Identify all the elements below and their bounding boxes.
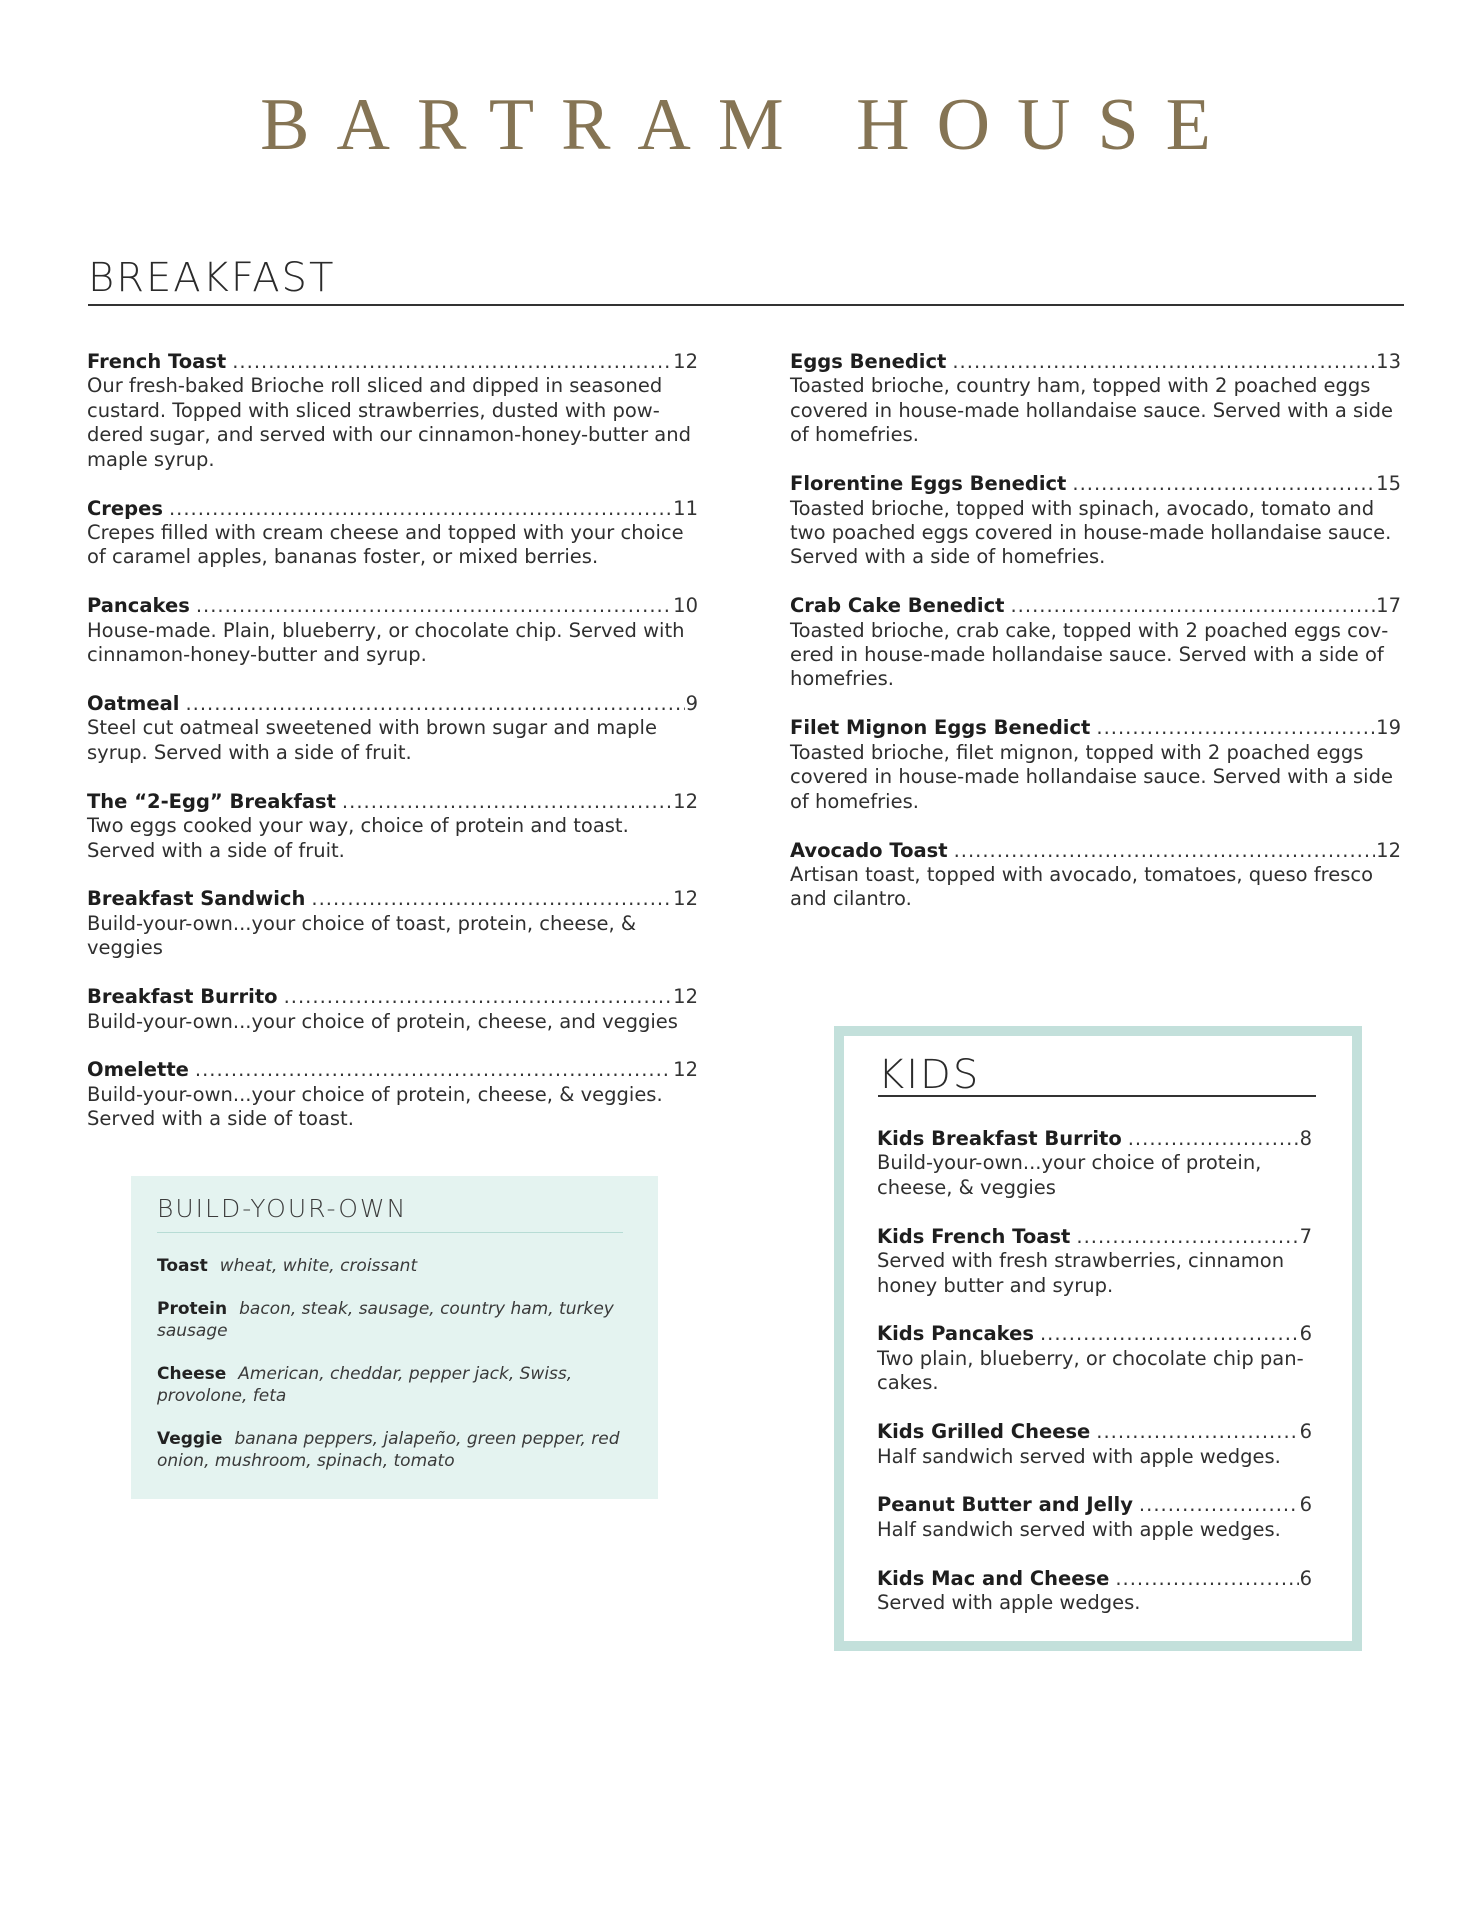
- leader-dots: [311, 887, 672, 911]
- kids-menu-item: [877, 1420, 1312, 1469]
- item-description: Steel cut oatmeal sweetened with brown sugar and maple syrup. Served with a side of fruit.: [87, 716, 657, 764]
- item-name: Kids Grilled Cheese: [877, 1420, 1091, 1444]
- leader-dots: [195, 1058, 672, 1082]
- item-description: Toasted brioche, crab cake, topped with 2 poached eggs covered in house-made hollandaise sauce. Served with a side of homefries.: [790, 618, 1389, 691]
- build-your-own-box: [131, 1176, 658, 1499]
- kids-menu-item: [877, 1493, 1312, 1542]
- item-description: Half sandwich served with apple wedges.: [877, 1444, 1281, 1468]
- item-description: Build-your-own...your choice of toast, protein, cheese, & veggies: [87, 911, 637, 960]
- kids-divider: [878, 1095, 1316, 1097]
- item-description: House-made. Plain, blueberry, or chocolate chip. Served with cinnamon-honey-butter and syrup.: [87, 618, 685, 667]
- item-description: Artisan toast, topped with avocado, tomatoes, queso fresco and cilantro.: [790, 862, 1374, 911]
- brand-title: BARTRAM HOUSE: [260, 84, 1238, 166]
- item-description: Build-your-own...your choice of protein, cheese, & veggies: [877, 1151, 1262, 1199]
- item-name: Oatmeal: [87, 691, 180, 715]
- item-price: 6: [1299, 1566, 1312, 1590]
- leader-dots: [284, 985, 673, 1009]
- item-description: Served with fresh strawberries, cinnamon honey butter and syrup.: [877, 1249, 1285, 1297]
- item-price: 12: [673, 1058, 698, 1082]
- menu-item: [790, 350, 1401, 448]
- byo-options: American, cheddar, pepper jack, Swiss, provolone, feta: [157, 1364, 573, 1406]
- leader-dots: [196, 594, 672, 618]
- item-price: 9: [685, 691, 698, 715]
- item-name: Peanut Butter and Jelly: [877, 1493, 1133, 1517]
- item-price: 17: [1376, 594, 1401, 618]
- leader-dots: [952, 350, 1375, 374]
- byo-row-veggie: [157, 1428, 632, 1472]
- leader-dots: [342, 790, 672, 814]
- item-price: 12: [673, 350, 698, 373]
- item-price: 12: [1376, 838, 1401, 862]
- item-description: Our fresh-baked Brioche roll sliced and dipped in seasoned custard. Topped with sliced strawberries, dusted with powdered sugar, and served with our cinnamon-honey-butter and maple syrup.: [87, 374, 691, 471]
- item-price: 12: [673, 985, 698, 1009]
- byo-label: Toast: [157, 1256, 208, 1276]
- leader-dots: [1096, 1420, 1298, 1444]
- item-description: Two eggs cooked your way, choice of protein and toast. Served with a side of fruit.: [87, 814, 629, 862]
- item-price: 6: [1299, 1493, 1312, 1517]
- item-name: Florentine Eggs Benedict: [790, 472, 1067, 496]
- item-name: Kids Breakfast Burrito: [877, 1127, 1122, 1150]
- menu-item: [790, 839, 1401, 912]
- item-name: Crepes: [87, 496, 163, 520]
- breakfast-right-column: [790, 350, 1401, 936]
- breakfast-divider: [88, 304, 1404, 306]
- kids-menu-item: [877, 1225, 1312, 1298]
- item-name: Kids Mac and Cheese: [877, 1566, 1110, 1590]
- item-description: Toasted brioche, filet mignon, topped with 2 poached eggs covered in house-made hollandaise sauce. Served with a side of homefries.: [790, 740, 1393, 813]
- menu-item: [87, 497, 698, 570]
- item-name: Breakfast Burrito: [87, 985, 278, 1009]
- item-description: Toasted brioche, country ham, topped with 2 poached eggs covered in house-made hollandaise sauce. Served with a side of homefries.: [790, 374, 1393, 447]
- byo-row-toast: [157, 1255, 632, 1277]
- menu-item: [87, 790, 698, 863]
- menu-item: [790, 594, 1401, 692]
- item-name: The “2-Egg” Breakfast: [87, 789, 336, 813]
- leader-dots: [954, 839, 1376, 863]
- byo-options: wheat, white, croissant: [219, 1256, 418, 1276]
- item-name: Pancakes: [87, 594, 190, 618]
- item-price: 12: [673, 789, 698, 813]
- leader-dots: [1115, 1567, 1298, 1591]
- menu-item: [87, 1058, 698, 1131]
- breakfast-left-column: [87, 350, 698, 1156]
- byo-label: Protein: [157, 1299, 228, 1319]
- menu-item: [87, 887, 698, 960]
- item-description: Build-your-own...your choice of protein, cheese, & veggies. Served with a side of toast.: [87, 1082, 663, 1131]
- kids-menu-item: [877, 1322, 1312, 1395]
- item-price: 11: [673, 496, 698, 520]
- item-price: 12: [673, 887, 698, 911]
- leader-dots: [1128, 1127, 1299, 1151]
- item-description: Two plain, blueberry, or chocolate chip pancakes.: [877, 1346, 1304, 1395]
- kids-title: KIDS: [878, 1052, 981, 1098]
- item-name: Kids Pancakes: [877, 1322, 1034, 1346]
- item-description: Half sandwich served with apple wedges.: [877, 1517, 1281, 1541]
- item-name: Omelette: [87, 1058, 189, 1082]
- menu-item: [87, 350, 698, 472]
- byo-options: banana peppers, jalapeño, green pepper, red onion, mushroom, spinach, tomato: [157, 1429, 620, 1471]
- leader-dots: [1076, 1225, 1298, 1249]
- leader-dots: [1096, 716, 1375, 740]
- menu-item: [790, 472, 1401, 570]
- byo-row-protein: [157, 1298, 632, 1342]
- byo-row-cheese: [157, 1363, 632, 1407]
- item-price: 13: [1376, 350, 1401, 373]
- kids-menu-list: [877, 1127, 1312, 1640]
- item-description: Toasted brioche, topped with spinach, avocado, tomato and two poached eggs covered in house-made hollandaise sauce. Served with a side of homefries.: [790, 496, 1392, 569]
- item-price: 8: [1299, 1127, 1312, 1150]
- item-price: 10: [673, 594, 698, 618]
- leader-dots: [232, 350, 672, 374]
- kids-menu-item: [877, 1127, 1312, 1200]
- item-description: Served with apple wedges.: [877, 1591, 1141, 1615]
- item-price: 15: [1376, 472, 1401, 496]
- kids-menu-item: [877, 1567, 1312, 1616]
- build-your-own-title: BUILD-YOUR-OWN: [157, 1194, 623, 1233]
- breakfast-title: BREAKFAST: [88, 255, 336, 301]
- byo-options: bacon, steak, sausage, country ham, turkey sausage: [157, 1299, 614, 1341]
- item-description: Crepes filled with cream cheese and topped with your choice of caramel apples, bananas foster, or mixed berries.: [87, 520, 684, 569]
- leader-dots: [1072, 472, 1375, 496]
- item-name: Kids French Toast: [877, 1224, 1071, 1248]
- menu-item: [87, 692, 698, 765]
- leader-dots: [169, 497, 672, 521]
- leader-dots: [185, 692, 684, 716]
- leader-dots: [1040, 1322, 1299, 1346]
- item-name: Eggs Benedict: [790, 350, 947, 373]
- menu-item: [87, 985, 698, 1034]
- item-name: Filet Mignon Eggs Benedict: [790, 716, 1091, 740]
- item-name: Breakfast Sandwich: [87, 887, 306, 911]
- leader-dots: [1139, 1493, 1299, 1517]
- item-price: 7: [1299, 1224, 1312, 1248]
- menu-item: [87, 594, 698, 667]
- item-name: Crab Cake Benedict: [790, 594, 1005, 618]
- item-price: 19: [1376, 716, 1401, 740]
- item-name: Avocado Toast: [790, 838, 948, 862]
- item-price: 6: [1299, 1322, 1312, 1346]
- menu-item: [790, 716, 1401, 814]
- byo-label: Cheese: [157, 1364, 227, 1384]
- byo-label: Veggie: [157, 1429, 223, 1449]
- leader-dots: [1010, 594, 1375, 618]
- item-price: 6: [1299, 1420, 1312, 1444]
- item-description: Build-your-own...your choice of protein, cheese, and veggies: [87, 1009, 678, 1033]
- item-name: French Toast: [87, 350, 227, 373]
